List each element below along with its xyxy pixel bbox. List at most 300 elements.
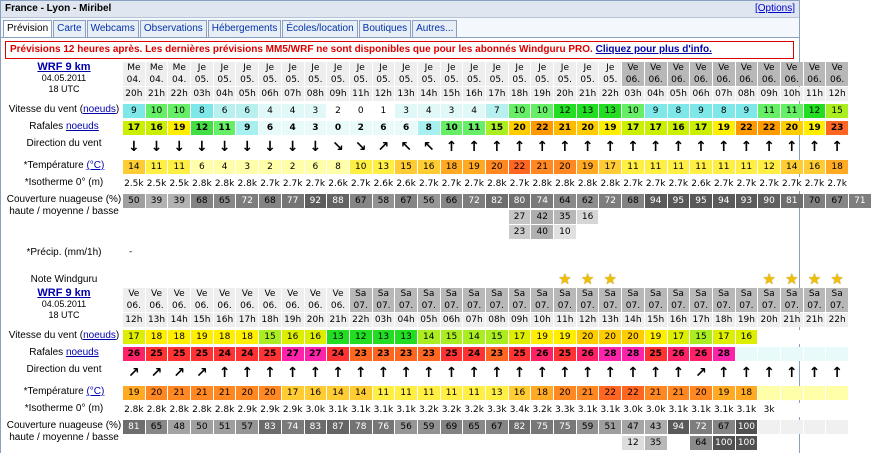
header-hours-cell: 19h <box>736 313 758 327</box>
cloud-high-row-cell: 83 <box>259 420 281 434</box>
header-hours-cell: 19h <box>531 87 553 101</box>
cloud-mid-row-cell <box>690 210 712 224</box>
gust-row-cell: 8 <box>418 121 440 135</box>
header-dates-cell: 05. <box>509 74 531 86</box>
header-days <box>123 288 849 300</box>
dir-row-cell: ↑ <box>763 365 775 381</box>
temp-row-cell <box>758 386 780 400</box>
header-hours-cell: 22h <box>826 313 848 327</box>
header-dates-cell: 05. <box>554 74 576 86</box>
header-hours-cell: 06h <box>441 313 463 327</box>
header-hours-cell: 08h <box>736 87 758 101</box>
cloud-low-row-cell <box>259 225 281 239</box>
wind-row-cell: 17 <box>668 330 690 344</box>
cloud-low-row-cell <box>509 451 531 465</box>
header-hours-cell: 16h <box>463 87 485 101</box>
wind-row-cell: 15 <box>826 104 848 118</box>
wind-label-wrap <box>5 104 123 115</box>
cloud-high-row-cell: 39 <box>168 194 190 208</box>
cloud-mid-row <box>123 210 849 224</box>
temp-row-cell: 20 <box>236 386 258 400</box>
note-label: Note Windguru <box>30 274 98 285</box>
header-dates-cell: 05. <box>441 74 463 86</box>
iso-row-cell: 2.6k <box>396 179 416 189</box>
header-days-cell: Ve <box>758 62 780 74</box>
cloud-low-row-cell <box>350 225 372 239</box>
cloud-high-row-cell: 65 <box>146 420 168 434</box>
gust-unit-link[interactable]: noeuds <box>65 347 99 358</box>
temp-label: *Température <box>23 386 87 397</box>
tab-0[interactable]: Prévision <box>3 20 52 38</box>
cloud-mid-row-cell <box>236 436 258 450</box>
header-days-cell: Je <box>599 62 621 74</box>
header-dates-cell: 04. <box>123 74 145 86</box>
iso-row-cell: 2.7k <box>827 179 847 189</box>
cloud-low-row-cell <box>418 451 440 465</box>
gust-row-cell: 0 <box>327 121 349 135</box>
dir-row-cell: ↑ <box>422 365 435 381</box>
header-dates-cell: 07. <box>736 300 758 312</box>
header-dates-cell: 05. <box>191 74 213 86</box>
temp-row-cell: 14 <box>781 160 803 174</box>
note-cell <box>668 270 690 288</box>
star-icon: ★ <box>807 270 822 288</box>
cloud-mid-row-cell <box>781 436 803 450</box>
header-hours-cell: 15h <box>645 313 667 327</box>
dir-label: Direction du vent <box>26 138 102 149</box>
note-cell <box>736 270 758 288</box>
temp-row-cell: 11 <box>463 386 485 400</box>
gust-row <box>123 121 849 135</box>
temp-row-cell: 11 <box>441 386 463 400</box>
dir-row-cell: ↑ <box>672 139 685 155</box>
dir-row-cell: ↑ <box>627 139 639 155</box>
wind-row-cell: 9 <box>645 104 667 118</box>
temp-row-cell: 4 <box>214 160 236 174</box>
iso-row-cell: 3k <box>758 403 780 417</box>
wind-row-cell: 2 <box>327 104 349 118</box>
gust-label: Rafales <box>29 347 66 358</box>
cloud-low-row-cell <box>168 225 190 239</box>
gust-row-cell: 24 <box>463 347 485 361</box>
header-days-cell: Ve <box>305 288 327 300</box>
iso-row-cell: 3.3k <box>555 405 575 415</box>
cloud-low-row-cell <box>463 225 485 239</box>
header-days-cell: Ve <box>826 62 848 74</box>
iso-row-cell: 3.0k <box>623 405 643 415</box>
dir-row-cell: ↗ <box>695 365 707 381</box>
iso-row-cell <box>781 403 803 417</box>
temp-row-cell: 21 <box>214 386 236 400</box>
header-hours-cell: 14h <box>622 313 644 327</box>
cloud-mid-row-cell <box>599 210 621 224</box>
cloud-label-2: haute / moyenne / basse <box>9 432 119 443</box>
wind-row-cell <box>781 330 803 344</box>
cloud-mid-row-cell: 64 <box>690 436 712 450</box>
cloud-low-row-cell <box>486 225 508 239</box>
header-days-cell: Je <box>350 62 372 74</box>
header-hours-cell: 20h <box>758 313 780 327</box>
header-days-cell: Je <box>214 62 236 74</box>
dir-row-cell: ↑ <box>604 365 617 381</box>
gust-row-cell: 17 <box>690 121 712 135</box>
header-days-cell: Ve <box>804 62 826 74</box>
iso-row-cell: 2.7k <box>282 179 303 189</box>
header-dates-cell: 06. <box>781 74 803 86</box>
iso-row-cell: 3.1k <box>600 405 621 415</box>
iso-row-cell: 2.8k <box>192 405 212 415</box>
dir-row-cell: ↑ <box>785 139 798 155</box>
gust-row-cell: 24 <box>236 347 258 361</box>
header-hours-cell: 08h <box>486 313 508 327</box>
wind-row-cell: 10 <box>622 104 644 118</box>
temp-row-cell: 18 <box>826 160 848 174</box>
temp-row-cell: 18 <box>736 386 758 400</box>
header-days-cell: Je <box>554 62 576 74</box>
dir-row-cell: ↓ <box>173 139 186 155</box>
cloud-high-row-cell: 72 <box>690 420 712 434</box>
gust-row-cell: 19 <box>599 121 621 135</box>
cloud-high-row-cell <box>781 420 803 434</box>
wind-row-cell: 14 <box>463 330 485 344</box>
cloud-mid-row-cell <box>236 210 258 224</box>
wind-row-cell: 9 <box>736 104 758 118</box>
gust-label-wrap <box>5 121 123 132</box>
iso-row-cell: 3.2k <box>419 405 439 415</box>
header-dates-cell: 06. <box>191 300 213 312</box>
note-cell <box>645 270 667 288</box>
header-dates-cell: 07. <box>599 300 621 312</box>
cloud-low-row-cell <box>259 451 281 465</box>
header-dates-cell: 06. <box>305 300 327 312</box>
iso-label-wrap <box>5 403 123 414</box>
temp-label: *Température <box>23 160 87 171</box>
temp-row-cell: 20 <box>554 160 576 174</box>
gust-unit-link[interactable]: noeuds <box>65 121 99 132</box>
header-days-cell: Sa <box>804 288 826 300</box>
temp-unit-link[interactable]: (°C) <box>86 386 105 397</box>
dir-row-cell: ↑ <box>649 365 662 381</box>
header-hours-cell: 14h <box>168 313 190 327</box>
wind-row-cell: 15 <box>486 330 508 344</box>
header-hours-cell: 19h <box>282 313 304 327</box>
star-icon: ★ <box>603 270 617 288</box>
tab-3[interactable]: Observations <box>140 20 207 37</box>
gust-row-cell: 6 <box>373 121 395 135</box>
dir-row-cell: ↑ <box>490 365 503 381</box>
dir-row-cell: ↑ <box>695 139 707 155</box>
tab-6[interactable]: Boutiques <box>359 20 411 37</box>
cloud-high-row-cell: 43 <box>645 420 667 434</box>
cloud-high-row-cell: 68 <box>259 194 281 208</box>
temp-row-cell: 2 <box>282 160 304 174</box>
cloud-low-row-cell <box>236 225 258 239</box>
wind-unit-link[interactable]: noeuds <box>83 330 116 341</box>
wind-row-cell: 19 <box>531 330 553 344</box>
header-days-cell: Sa <box>826 288 848 300</box>
wind-row-cell: 13 <box>395 330 417 344</box>
title-bar <box>1 1 799 18</box>
cloud-low-row-cell <box>668 225 690 239</box>
wind-row-cell: 4 <box>259 104 281 118</box>
note-cell <box>305 270 327 288</box>
note-cell <box>282 270 304 288</box>
cloud-high-row-cell: 56 <box>395 420 417 434</box>
cloud-label-1: Couverture nuageuse (%) <box>6 420 122 431</box>
cloud-high-row-cell: 67 <box>713 420 735 434</box>
iso-row-cell: 3.1k <box>328 405 348 415</box>
model-link[interactable]: WRF 9 km <box>37 287 91 299</box>
dir-row-cell: ↑ <box>672 365 685 381</box>
dir-row-cell: ↑ <box>808 365 821 381</box>
cloud-high-row-cell: 47 <box>622 420 644 434</box>
dir-row-cell: ↑ <box>354 365 367 381</box>
wind-row-cell: 12 <box>350 330 372 344</box>
dir-row-cell: ↑ <box>264 365 276 381</box>
cloud-low-row-cell <box>690 451 712 465</box>
header-days-cell: Ve <box>690 62 712 74</box>
gust-row-cell: 16 <box>668 121 690 135</box>
cloud-mid-row-cell <box>599 436 621 450</box>
options-link[interactable]: [Options] <box>754 3 795 14</box>
header-hours-cell: 10h <box>531 313 553 327</box>
header-dates-cell: 05. <box>282 74 304 86</box>
cloud-low-row-cell <box>758 225 780 239</box>
dir-row-cell: ↑ <box>831 365 844 381</box>
header-dates-cell: 04. <box>146 74 168 86</box>
gust-row-cell: 19 <box>713 121 735 135</box>
cloud-mid-row-cell <box>282 210 304 224</box>
iso-row <box>123 177 849 191</box>
model-link[interactable]: WRF 9 km <box>37 61 91 73</box>
header-dates-cell: 06. <box>736 74 758 86</box>
cloud-high-row-cell: 48 <box>168 420 190 434</box>
header-days-cell: Ve <box>736 62 758 74</box>
precip-label: *Précip. (mm/1h) <box>26 247 102 258</box>
temp-row-cell: 11 <box>668 160 690 174</box>
header-days-cell: Je <box>236 62 258 74</box>
temp-row-cell: 21 <box>531 160 553 174</box>
cloud-low-row-cell <box>168 451 190 465</box>
gust-row-cell: 17 <box>645 121 667 135</box>
run-utc: 18 UTC <box>48 310 80 320</box>
temp-row-cell: 18 <box>441 160 463 174</box>
cloud-low-row-cell <box>577 225 599 239</box>
header-dates-cell: 04. <box>168 74 190 86</box>
wind-label: Vitesse du vent ( <box>8 104 84 115</box>
header-dates-cell: 06. <box>282 300 304 312</box>
gust-row-cell: 9 <box>236 121 258 135</box>
header-days-cell: Sa <box>350 288 372 300</box>
header-days-cell: Je <box>373 62 395 74</box>
cloud-high-row-cell <box>758 420 780 434</box>
cloud-low-row-cell <box>599 225 621 239</box>
header-hours-cell: 06h <box>690 87 712 101</box>
dir-row-cell: ↑ <box>649 139 662 155</box>
dir-row-cell: ↓ <box>309 139 322 155</box>
temp-row-cell: 14 <box>350 386 372 400</box>
header-days-cell: Je <box>305 62 327 74</box>
cloud-low-row-cell <box>214 451 236 465</box>
pro-warning <box>5 41 794 59</box>
temp-row-cell: 22 <box>599 386 621 400</box>
cloud-high-row-cell: 66 <box>441 194 463 208</box>
cloud-high-row-cell: 57 <box>236 420 258 434</box>
cloud-low-row-cell <box>146 225 168 239</box>
dir-row-cell: ↓ <box>196 139 208 155</box>
gust-row-cell: 3 <box>305 121 327 135</box>
header-days-cell: Sa <box>645 288 667 300</box>
note-cell <box>713 270 735 288</box>
tab-bar <box>3 20 458 37</box>
wind-row-cell: 15 <box>259 330 281 344</box>
cloud-low-row-cell <box>826 225 848 239</box>
tab-4[interactable]: Hébergements <box>208 20 282 37</box>
temp-row-cell: 11 <box>736 160 758 174</box>
wind-row-cell: 3 <box>441 104 463 118</box>
wind-label-close: ) <box>115 104 120 115</box>
header-hours-cell: 15h <box>191 313 213 327</box>
iso-row-cell: 3.1k <box>577 405 598 415</box>
tab-7[interactable]: Autres... <box>412 20 457 37</box>
gust-row-cell <box>758 347 780 361</box>
header-dates-cell: 05. <box>214 74 236 86</box>
wind-row-cell: 12 <box>554 104 576 118</box>
cloud-mid-row-cell <box>668 436 690 450</box>
run-date: 04.05.2011 <box>41 73 87 83</box>
temp-unit-link[interactable]: (°C) <box>86 160 105 171</box>
tab-1[interactable]: Carte <box>53 20 85 37</box>
header-hours-cell: 16h <box>214 313 236 327</box>
cloud-mid-row-cell <box>373 210 395 224</box>
tab-5[interactable]: Écoles/location <box>282 20 357 37</box>
gust-row-cell: 23 <box>395 347 417 361</box>
header-days-cell: Sa <box>554 288 576 300</box>
temp-row-cell: 8 <box>327 160 349 174</box>
cloud-high-row-cell: 59 <box>577 420 599 434</box>
cloud-high-row-cell <box>826 420 848 434</box>
wind-row-cell: 11 <box>781 104 803 118</box>
header-hours-cell: 16h <box>668 313 690 327</box>
wind-label-close: ) <box>115 330 120 341</box>
cloud-high-row-cell: 39 <box>146 194 168 208</box>
wind-row-cell: 8 <box>668 104 690 118</box>
cloud-high-row-cell: 51 <box>214 420 236 434</box>
temp-row-cell: 13 <box>486 386 508 400</box>
header-hours <box>123 313 849 327</box>
cloud-low-row-cell <box>441 451 463 465</box>
header-hours-cell: 17h <box>236 313 258 327</box>
temp-row-cell: 20 <box>259 386 281 400</box>
cloud-high-row-cell: 72 <box>236 194 258 208</box>
gust-row-cell: 19 <box>168 121 190 135</box>
note-cell <box>441 270 463 288</box>
header-days-cell: Ve <box>146 288 168 300</box>
gust-row-cell: 22 <box>758 121 780 135</box>
temp-row-cell: 2 <box>259 160 281 174</box>
cloud-mid-row-cell <box>645 210 667 224</box>
cloud-high-row-cell: 95 <box>668 194 690 208</box>
header-dates-cell: 05. <box>236 74 258 86</box>
note-cell <box>327 270 349 288</box>
wind-row-cell: 3 <box>395 104 417 118</box>
iso-row-cell: 3.0k <box>645 405 666 415</box>
temp-row-cell: 14 <box>327 386 349 400</box>
header-days-cell: Sa <box>395 288 417 300</box>
header-dates-cell: 07. <box>713 300 735 312</box>
header-dates-cell: 06. <box>214 300 236 312</box>
iso-row-cell: 2.9k <box>260 405 280 415</box>
cloud-mid-row-cell: 35 <box>554 210 576 224</box>
dir-row-cell: ↑ <box>445 139 458 155</box>
header-hours-cell: 21h <box>577 87 599 101</box>
temp-row-cell: 13 <box>373 160 395 174</box>
cloud-label-wrap <box>5 194 123 205</box>
temp-row-cell: 21 <box>191 386 213 400</box>
note-cell <box>531 270 553 288</box>
dir-row-cell: ↑ <box>604 139 617 155</box>
gust-row-cell: 27 <box>305 347 327 361</box>
header-hours-cell: 21h <box>781 313 803 327</box>
temp-row-cell: 16 <box>418 160 440 174</box>
cloud-high-row-cell: 69 <box>441 420 463 434</box>
header-days-cell: Je <box>282 62 304 74</box>
more-info-link[interactable]: Cliquez pour plus d'info. <box>595 44 712 55</box>
wind-row-cell: 15 <box>690 330 712 344</box>
header-dates-cell: 07. <box>350 300 372 312</box>
wind-row-cell: 9 <box>690 104 712 118</box>
wind-row-cell: 13 <box>599 104 621 118</box>
iso-row-cell: 2.5k <box>146 179 167 189</box>
dir-row-cell: ↑ <box>536 365 549 381</box>
header-hours-cell: 09h <box>327 87 349 101</box>
dir-row-cell: ↗ <box>127 365 140 381</box>
header-dates-cell: 05. <box>531 74 553 86</box>
cloud-mid-row-cell <box>214 210 236 224</box>
wind-row-cell: 8 <box>191 104 213 118</box>
cloud-mid-row-cell <box>168 436 190 450</box>
header-hours-cell: 22h <box>350 313 372 327</box>
cloud-mid-row-cell <box>531 436 553 450</box>
cloud-high-row-cell: 65 <box>463 420 485 434</box>
cloud-low-row-cell <box>781 451 803 465</box>
header-hours-cell: 18h <box>259 313 281 327</box>
temp-row-cell: 21 <box>645 386 667 400</box>
header-days-cell: Sa <box>441 288 463 300</box>
cloud-low-row-cell <box>690 225 712 239</box>
dir-row-cell: ↑ <box>400 365 412 381</box>
cloud-mid-row-cell <box>214 436 236 450</box>
header-dates-cell: 07. <box>531 300 553 312</box>
wind-row-cell: 16 <box>736 330 758 344</box>
gust-row-cell <box>736 347 758 361</box>
iso-row-cell: 2.8k <box>577 179 598 189</box>
wind-unit-link[interactable]: noeuds <box>83 104 116 115</box>
iso-row-cell: 3.2k <box>441 405 462 415</box>
tab-2[interactable]: Webcams <box>87 20 139 37</box>
temp-row-cell: 11 <box>645 160 667 174</box>
cloud-high-row-cell: 67 <box>395 194 417 208</box>
header-dates <box>123 74 849 86</box>
cloud-low-row-cell <box>191 451 213 465</box>
dir-row <box>123 364 849 382</box>
cloud-low-row-cell <box>713 451 735 465</box>
temp-row-cell: 20 <box>486 160 508 174</box>
cloud-mid-row-cell: 42 <box>531 210 553 224</box>
iso-row-cell: 2.6k <box>373 179 394 189</box>
dir-row-cell: ↑ <box>717 365 730 381</box>
wind-row-cell <box>758 330 780 344</box>
